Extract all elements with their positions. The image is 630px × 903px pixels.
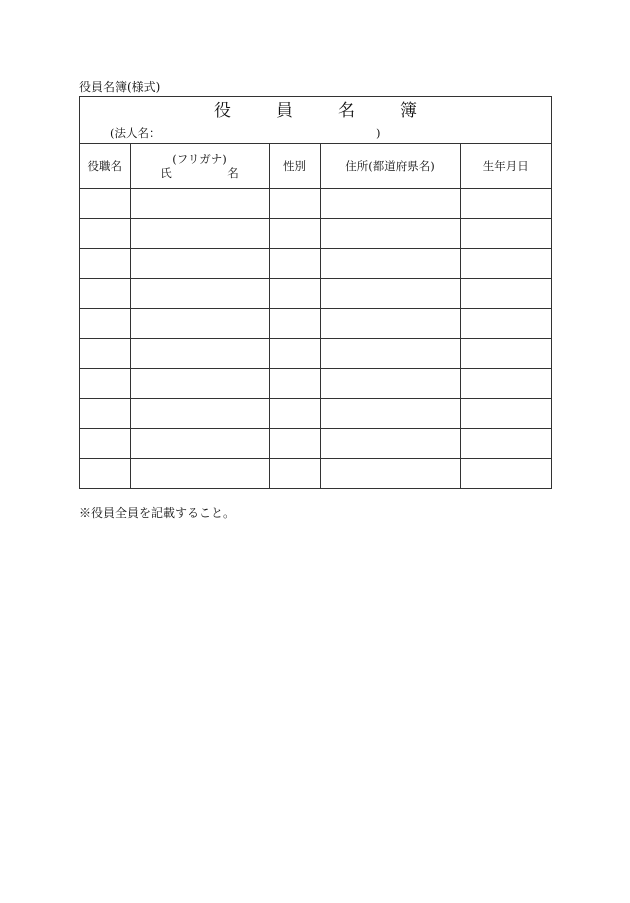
officer-table — [80, 144, 551, 488]
cell-address[interactable] — [320, 399, 460, 429]
cell-gender[interactable] — [269, 219, 320, 249]
cell-name[interactable] — [130, 219, 269, 249]
cell-address[interactable] — [320, 219, 460, 249]
cell-birthdate[interactable] — [460, 459, 551, 489]
table-row — [80, 219, 551, 249]
cell-address[interactable] — [320, 459, 460, 489]
cell-birthdate[interactable] — [460, 249, 551, 279]
cell-gender[interactable] — [269, 279, 320, 309]
form-label: 役員名簿(様式) — [79, 80, 161, 94]
cell-birthdate[interactable] — [460, 219, 551, 249]
cell-birthdate[interactable] — [460, 339, 551, 369]
cell-position[interactable] — [80, 189, 130, 219]
table-row — [80, 339, 551, 369]
cell-name[interactable] — [130, 309, 269, 339]
cell-position[interactable] — [80, 309, 130, 339]
cell-gender[interactable] — [269, 459, 320, 489]
cell-birthdate[interactable] — [460, 309, 551, 339]
col-header-birthdate: 生年月日 — [460, 144, 551, 189]
col-header-gender: 性別 — [269, 144, 320, 189]
cell-position[interactable] — [80, 369, 130, 399]
cell-address[interactable] — [320, 189, 460, 219]
col-header-address: 住所(都道府県名) — [320, 144, 460, 189]
col-header-name — [130, 144, 269, 189]
table-row — [80, 369, 551, 399]
cell-gender[interactable] — [269, 399, 320, 429]
col-header-position: 役職名 — [80, 144, 130, 189]
cell-birthdate[interactable] — [460, 279, 551, 309]
table-row — [80, 189, 551, 219]
cell-position[interactable] — [80, 459, 130, 489]
corporation-name-label: (法人名： — [110, 126, 161, 140]
cell-name[interactable] — [130, 369, 269, 399]
col-header-furigana: (フリガナ) — [172, 152, 227, 166]
document-title: 役 員 名 簿 — [214, 101, 431, 121]
cell-address[interactable] — [320, 339, 460, 369]
cell-name[interactable] — [130, 399, 269, 429]
cell-gender[interactable] — [269, 189, 320, 219]
cell-gender[interactable] — [269, 309, 320, 339]
table-row — [80, 279, 551, 309]
officer-roster-form — [79, 96, 552, 489]
cell-name[interactable] — [130, 339, 269, 369]
cell-position[interactable] — [80, 219, 130, 249]
cell-gender[interactable] — [269, 429, 320, 459]
corporation-name-close: ) — [376, 126, 381, 140]
instruction-note: ※役員全員を記載すること。 — [79, 506, 236, 520]
cell-position[interactable] — [80, 249, 130, 279]
table-row — [80, 429, 551, 459]
cell-birthdate[interactable] — [460, 369, 551, 399]
cell-position[interactable] — [80, 429, 130, 459]
table-row — [80, 399, 551, 429]
col-header-fullname: 氏 名 — [160, 166, 261, 180]
cell-gender[interactable] — [269, 339, 320, 369]
cell-birthdate[interactable] — [460, 189, 551, 219]
cell-name[interactable] — [130, 279, 269, 309]
table-row — [80, 309, 551, 339]
cell-position[interactable] — [80, 339, 130, 369]
cell-gender[interactable] — [269, 369, 320, 399]
table-header-row — [80, 144, 551, 189]
cell-birthdate[interactable] — [460, 399, 551, 429]
title-block — [80, 97, 551, 144]
table-row — [80, 459, 551, 489]
table-row — [80, 249, 551, 279]
cell-gender[interactable] — [269, 249, 320, 279]
cell-position[interactable] — [80, 279, 130, 309]
cell-birthdate[interactable] — [460, 429, 551, 459]
cell-position[interactable] — [80, 399, 130, 429]
cell-address[interactable] — [320, 249, 460, 279]
cell-address[interactable] — [320, 369, 460, 399]
cell-name[interactable] — [130, 189, 269, 219]
cell-name[interactable] — [130, 429, 269, 459]
cell-name[interactable] — [130, 249, 269, 279]
cell-address[interactable] — [320, 429, 460, 459]
cell-address[interactable] — [320, 309, 460, 339]
cell-name[interactable] — [130, 459, 269, 489]
cell-address[interactable] — [320, 279, 460, 309]
